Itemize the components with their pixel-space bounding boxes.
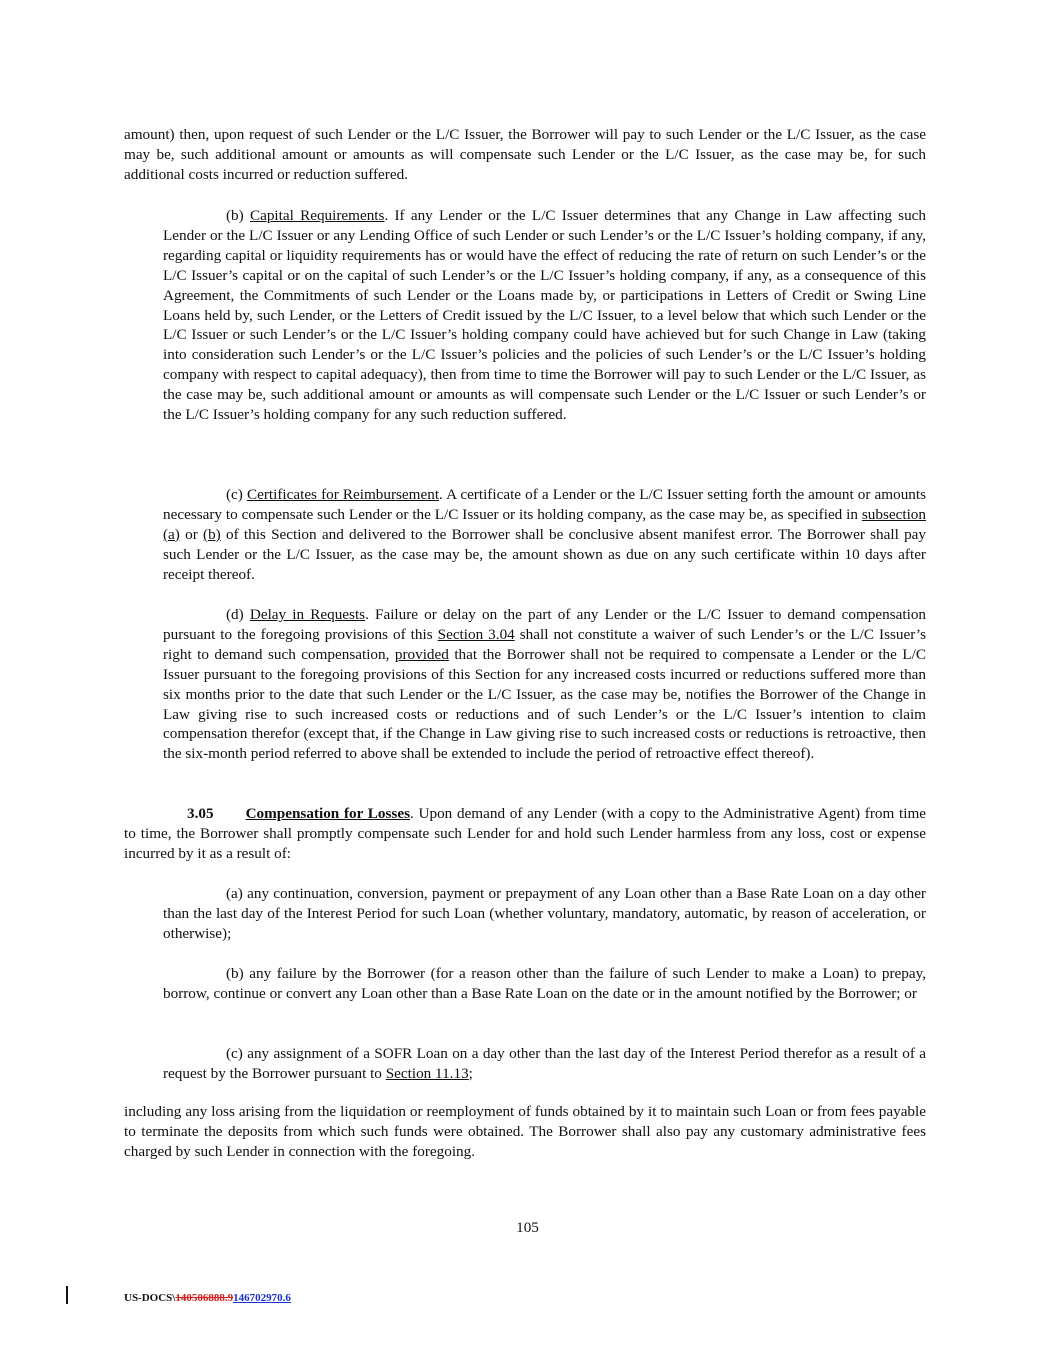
footer-inserted-version: 146702970.6 — [233, 1292, 291, 1304]
paragraph-b-capital-requirements — [163, 206, 926, 425]
clause-text: any continuation, conversion, payment or prepayment of any Loan other than a Base Rate Loan on a day other than the last day of the Interest Period for such Loan (whether voluntary, mandatory, automatic, by reason of acceleration, or otherwise); — [163, 885, 926, 942]
clause-title: Certificates for Reimbursement — [246, 486, 440, 503]
page-number: 105 — [516, 1219, 539, 1236]
paragraph-d-delay — [163, 605, 926, 764]
clause-text: . Failure or delay on the part of any Lender or the L/C Issuer to demand compensation pursuant to the foregoing provisions of this — [163, 606, 927, 643]
clause-text: or — [179, 525, 204, 543]
section-title: Compensation for Losses — [245, 805, 410, 822]
clause-label: (b) — [226, 965, 244, 982]
footer-prefix: US-DOCS\ — [124, 1292, 176, 1304]
cross-reference-link[interactable]: Section 11.13 — [385, 1064, 469, 1082]
paragraph-text: amount) then, upon request of such Lender or the L/C Issuer, the Borrower will pay to such Lender or the L/C Issuer, as the case may be, such additional amount or amounts as will compensate such Lender or the L/C Issuer, as the case may be, for such additional costs incurred or reduction suffered. — [124, 126, 926, 183]
clause-text: ; — [468, 1064, 473, 1082]
clause-label: (b) — [226, 207, 244, 224]
clause-text: shall not constitute a waiver of such Lender’s or the L/C Issuer’s right to demand such compensation, — [163, 625, 926, 663]
clause-label: (c) — [226, 1045, 243, 1062]
clause-text: . A certificate of a Lender or the L/C Issuer setting forth the amount or amounts necessary to compensate such Lender or the L/C Issuer or its holding company, as the case may be, as specified in — [163, 486, 927, 523]
clause-label: (d) — [226, 606, 244, 623]
closing-paragraph — [124, 1102, 926, 1162]
list-item-b — [163, 964, 926, 1004]
section-3-05 — [124, 804, 926, 864]
list-item-a — [163, 884, 926, 944]
clause-text: any assignment of a SOFR Loan on a day other than the last day of the Interest Period therefor as a result of a request by the Borrower pursuant to — [163, 1045, 927, 1082]
defined-term: provided — [394, 645, 449, 663]
cross-reference-link[interactable]: Section 3.04 — [437, 625, 515, 643]
clause-text: of this Section and delivered to the Borrower shall be conclusive absent manifest error. The Borrower shall pay such Lender or the L/C Issuer, as the case may be, the amount shown as due on any such certificate within 10 days after receipt thereof. — [163, 525, 926, 583]
clause-text: any failure by the Borrower (for a reason other than the failure of such Lender to make a Loan) to prepay, borrow, continue or convert any Loan other than a Base Rate Loan on the date or in the amount notified by the Borrower; or — [163, 965, 927, 1002]
cross-reference-link[interactable]: (b) — [203, 525, 221, 543]
clause-title: Capital Requirements — [249, 207, 385, 224]
clause-title: Delay in Requests — [249, 606, 366, 623]
clause-label: (c) — [226, 486, 243, 503]
clause-label: (a) — [226, 885, 243, 902]
clause-text: that the Borrower shall not be required to compensate a Lender or the L/C Issuer pursuant to the foregoing provisions of this Section for any increased costs incurred or reductions suffered more than six months prior to the date that such Lender or the L/C Issuer, as the case may be, notifies the Borrower of the Change in Law giving rise to such increased costs or reductions and of such Lender’s or the L/C Issuer’s intention to claim compensation therefor (except that, if the Change in Law giving rise to such increased costs or reductions is retroactive, then the six-month period referred to above shall be extended to include the period of retroactive effect thereof). — [163, 645, 926, 763]
change-bar — [66, 1286, 68, 1304]
cross-reference-link[interactable]: subsection (a) — [163, 505, 926, 543]
section-text: . Upon demand of any Lender (with a copy to the Administrative Agent) from time to time, the Borrower shall promptly compensate such Lender for and hold such Lender harmless from any loss, cost or expense incurred by it as a result of: — [124, 805, 926, 862]
paragraph-text: including any loss arising from the liquidation or reemployment of funds obtained by it to maintain such Loan or from fees payable to terminate the deposits from which such funds were obtained. The Borrower shall also pay any customary administrative fees charged by such Lender in connection with the foregoing. — [124, 1103, 926, 1160]
document-footer-id — [124, 1289, 291, 1309]
paragraph-c-certificates — [163, 485, 926, 585]
list-item-c — [163, 1044, 926, 1084]
paragraph-continuation — [124, 125, 926, 185]
section-number: 3.05 — [187, 805, 214, 822]
clause-text: . If any Lender or the L/C Issuer determines that any Change in Law affecting such Lender or the L/C Issuer or any Lending Office of such Lender or such Lender’s or the L/C Issuer’s holding company, if any, regarding capital or liquidity requirements has or would have the effect of reducing the rate of return on such Lender’s or the L/C Issuer’s capital or on the capital of such Lender’s or the L/C Issuer’s holding company, if any, as a consequence of this Agreement, the Commitments of such Lender or the Loans made by, or participations in Letters of Credit or Swing Line Loans held by, such Lender, or the Letters of Credit issued by the L/C Issuer, to a level below that which such Lender or the L/C Issuer or such Lender’s or the L/C Issuer’s holding company could have achieved but for such Change in Law (taking into consideration such Lender’s or the L/C Issuer’s policies and the policies of such Lender’s or the L/C Issuer’s holding company with respect to capital adequacy), then from time to time the Borrower will pay to such Lender or the L/C Issuer, as the case may be, such additional amount or amounts as will compensate such Lender or the L/C Issuer or such Lender’s or the L/C Issuer’s holding company for any such reduction suffered. — [163, 207, 927, 424]
footer-deleted-version: 140506888.9 — [175, 1292, 234, 1304]
